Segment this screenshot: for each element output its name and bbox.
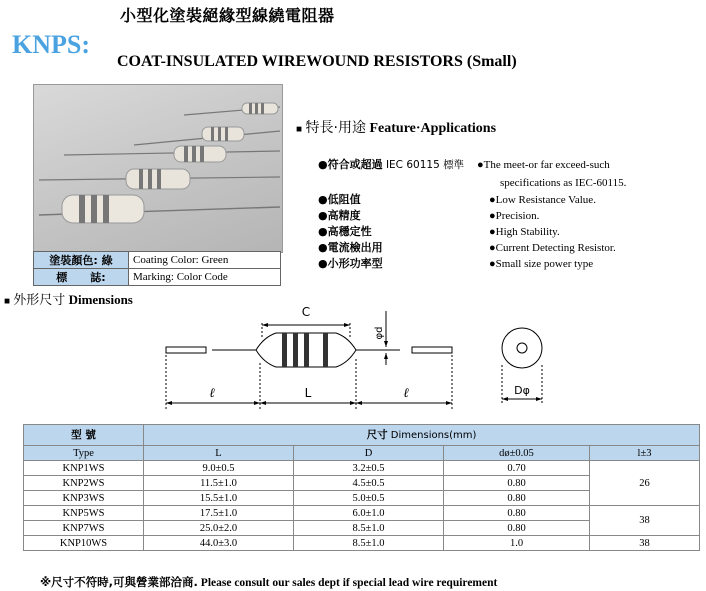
cell-L: 15.5±1.0 <box>144 491 294 506</box>
header-type-en: Type <box>24 446 144 461</box>
feature-en-0: ●The meet-or far exceed-such <box>477 159 610 171</box>
series-code: KNPS: <box>12 30 90 59</box>
cell-type: KNP3WS <box>24 491 144 506</box>
spec-table <box>23 424 700 551</box>
title-chinese: 小型化塗裝絕緣型線繞電阻器 <box>120 6 335 25</box>
cell-L: 44.0±3.0 <box>144 536 294 551</box>
header-type-cn: 型 號 <box>24 425 144 446</box>
feature-cn-2: ●高精度 <box>318 209 361 222</box>
cell-d: 0.80 <box>444 506 590 521</box>
feature-en-3: ●High Stability. <box>489 226 560 238</box>
footnote-cn: ※尺寸不符時,可與營業部洽商. <box>40 575 198 589</box>
dimensions-heading-cn: 外形尺寸 <box>13 293 66 308</box>
square-bullet-icon: ■ <box>4 296 11 307</box>
cell-lead-group: 38 <box>590 536 700 551</box>
label-phi-d: φd <box>374 326 385 340</box>
spec-header-row-2 <box>24 446 700 461</box>
coating-label: 塗裝顏色: 綠 <box>34 252 129 269</box>
label-C: C <box>301 305 311 319</box>
feature-cn-0: ●符合或超過 IEC 60115 標準 <box>318 158 465 171</box>
cell-d: 1.0 <box>444 536 590 551</box>
header-col-l: l±3 <box>590 446 700 461</box>
cell-type: KNP2WS <box>24 476 144 491</box>
table-row <box>24 461 700 476</box>
cell-L: 25.0±2.0 <box>144 521 294 536</box>
table-row <box>24 536 700 551</box>
resistor-photo-illustration <box>34 85 282 252</box>
cell-d: 0.80 <box>444 476 590 491</box>
coating-value: Coating Color: Green <box>129 252 281 269</box>
header-dimensions: 尺寸 Dimensions(mm) <box>144 425 700 446</box>
product-photo <box>33 84 283 253</box>
dimensions-heading <box>4 289 133 308</box>
cell-D: 8.5±1.0 <box>294 536 444 551</box>
cell-D: 6.0±1.0 <box>294 506 444 521</box>
dimension-drawing <box>160 303 560 415</box>
cell-lead-group: 38 <box>590 506 700 536</box>
cell-L: 17.5±1.0 <box>144 506 294 521</box>
square-bullet-icon: ■ <box>296 124 303 135</box>
label-D-phi: Dφ <box>514 384 530 397</box>
photo-info-table <box>33 251 281 286</box>
feature-en-4: ●Current Detecting Resistor. <box>489 242 616 254</box>
footnote-en: Please consult our sales dept if special lead wire requirement <box>197 577 498 589</box>
coating-row <box>34 252 281 269</box>
dimensions-heading-en: Dimensions <box>68 292 133 307</box>
features-heading-en: Feature·Applications <box>369 121 497 136</box>
label-lead-left: ℓ <box>209 386 215 401</box>
marking-value: Marking: Color Code <box>129 269 281 286</box>
header-col-d: dø±0.05 <box>444 446 590 461</box>
cell-type: KNP5WS <box>24 506 144 521</box>
footnote <box>40 574 497 590</box>
cell-d: 0.80 <box>444 491 590 506</box>
feature-cn-1: ●低阻值 <box>318 193 361 206</box>
cell-type: KNP1WS <box>24 461 144 476</box>
feature-cn-3: ●高穩定性 <box>318 225 372 238</box>
title-english: COAT-INSULATED WIREWOUND RESISTORS (Small) <box>117 53 517 70</box>
feature-cn-4: ●電流檢出用 <box>318 241 383 254</box>
feature-cn-5: ●小形功率型 <box>318 257 383 270</box>
marking-row <box>34 269 281 286</box>
label-lead-right: ℓ <box>403 386 409 401</box>
cell-D: 8.5±1.0 <box>294 521 444 536</box>
cell-L: 9.0±0.5 <box>144 461 294 476</box>
feature-en-2: ●Precision. <box>489 210 540 222</box>
label-L: L <box>304 386 312 400</box>
cell-type: KNP10WS <box>24 536 144 551</box>
cell-lead-group: 26 <box>590 461 700 506</box>
header-col-D: D <box>294 446 444 461</box>
feature-en-1: ●Low Resistance Value. <box>489 194 596 206</box>
cell-L: 11.5±1.0 <box>144 476 294 491</box>
cell-D: 3.2±0.5 <box>294 461 444 476</box>
cell-d: 0.80 <box>444 521 590 536</box>
header-col-L: L <box>144 446 294 461</box>
marking-label: 標 誌: <box>34 269 129 286</box>
feature-en-0-cont: specifications as IEC-60115. <box>500 177 627 189</box>
cell-D: 4.5±0.5 <box>294 476 444 491</box>
spec-header-row-1 <box>24 425 700 446</box>
cell-type: KNP7WS <box>24 521 144 536</box>
table-row <box>24 506 700 521</box>
cell-d: 0.70 <box>444 461 590 476</box>
feature-en-5: ●Small size power type <box>489 258 594 270</box>
features-heading <box>296 117 496 137</box>
cell-D: 5.0±0.5 <box>294 491 444 506</box>
features-heading-cn: 特長·用途 <box>305 120 366 136</box>
